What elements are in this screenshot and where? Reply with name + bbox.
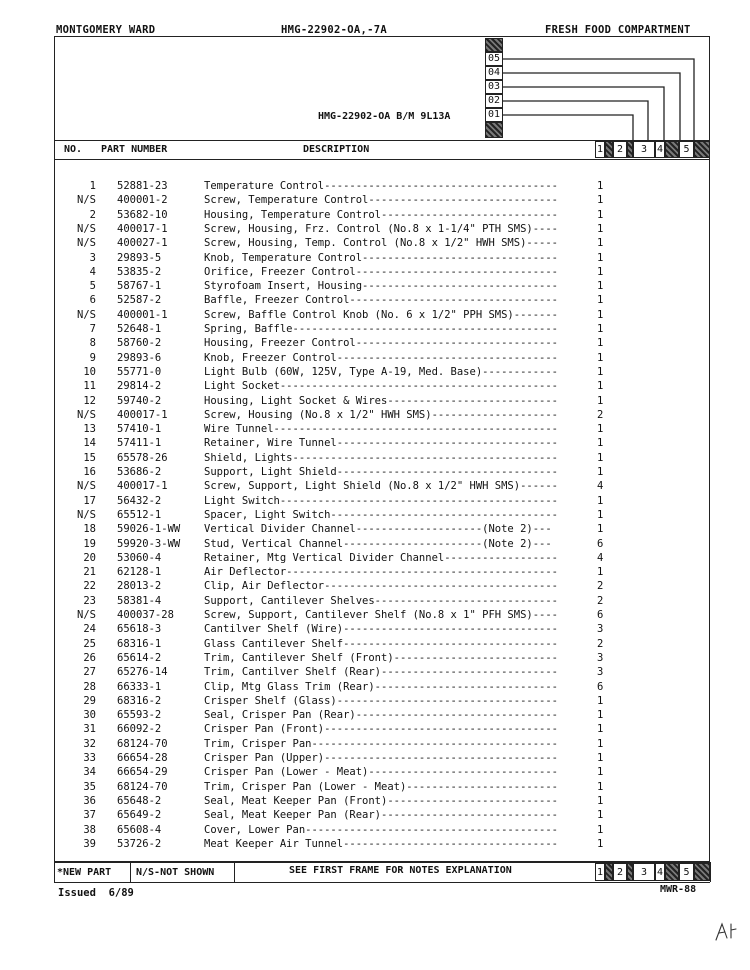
col-box-shade-3	[665, 141, 679, 158]
col-box-4: 4	[655, 141, 665, 158]
quantity: 1	[597, 251, 604, 264]
notes-explanation: SEE FIRST FRAME FOR NOTES EXPLANATION	[289, 865, 512, 876]
part-number: 66654-28	[117, 752, 168, 764]
item-number: 27	[83, 666, 96, 679]
quantity: 1	[597, 437, 604, 450]
quantity: 1	[597, 566, 604, 579]
part-description: Styrofoam Insert, Housing-------------------------------	[204, 280, 559, 293]
quantity: 1	[597, 294, 604, 307]
quantity: 4	[597, 480, 604, 493]
item-number: N/S	[77, 609, 96, 621]
part-description: Trim, Crisper Pan---------------------------------------	[204, 737, 559, 750]
table-row	[0, 780, 750, 794]
table-row	[0, 408, 750, 422]
quantity: 4	[597, 551, 604, 564]
item-number: 37	[83, 809, 96, 822]
table-row	[0, 594, 750, 608]
item-number: 26	[83, 651, 96, 664]
item-number: N/S	[77, 194, 96, 207]
foot-box-shade-1	[605, 863, 613, 881]
item-number: 8	[89, 337, 96, 350]
item-number: 18	[83, 523, 96, 536]
item-number: N/S	[77, 480, 96, 493]
item-number: 23	[83, 594, 96, 607]
quantity: 2	[597, 637, 604, 650]
stack-box-01: 01	[485, 108, 503, 122]
part-number: 62128-1	[117, 566, 162, 579]
table-row	[0, 336, 750, 350]
table-row	[0, 579, 750, 593]
table-row	[0, 551, 750, 565]
part-number: 58767-1	[117, 280, 162, 293]
item-number: 30	[83, 709, 96, 722]
part-description: Screw, Housing, Frz. Control (No.8 x 1-1/4" PTH SMS)----	[204, 222, 559, 235]
stack-box-03: 03	[485, 80, 503, 94]
quantity: 6	[597, 680, 604, 693]
part-description: Cantilver Shelf (Wire)----------------------------------	[204, 623, 559, 636]
part-number: 65618-3	[117, 623, 162, 636]
part-description: Screw, Temperature Control------------------------------	[204, 194, 559, 207]
table-row	[0, 236, 750, 250]
col-part-number: PART NUMBER	[101, 144, 168, 155]
part-description: Screw, Housing (No.8 x 1/2" HWH SMS)--------------------	[204, 408, 559, 421]
table-row	[0, 451, 750, 465]
part-number: 400001-2	[117, 194, 168, 207]
item-number: 10	[83, 365, 96, 378]
col-no: NO.	[64, 144, 83, 155]
part-description: Crisper Pan (Front)-------------------------------------	[204, 723, 559, 736]
item-number: 11	[83, 380, 96, 393]
footer-divider-bottom	[54, 882, 710, 883]
item-number: N/S	[77, 508, 96, 521]
model-label: HMG-22902-OA,-7A	[281, 24, 387, 36]
item-number: 31	[83, 723, 96, 736]
table-row	[0, 494, 750, 508]
quantity: 1	[597, 508, 604, 521]
quantity: 6	[597, 537, 604, 550]
part-number: 65276-14	[117, 666, 168, 679]
quantity: 2	[597, 580, 604, 593]
table-row	[0, 808, 750, 822]
part-description: Clip, Air Deflector-------------------------------------	[204, 580, 559, 593]
handwritten-mark	[712, 916, 742, 946]
col-box-shade-1	[605, 141, 613, 158]
part-description: Cover, Lower Pan----------------------------------------	[204, 823, 559, 836]
part-description: Glass Cantilever Shelf----------------------------------	[204, 637, 559, 650]
quantity: 1	[597, 351, 604, 364]
item-number: 25	[83, 637, 96, 650]
item-number: 20	[83, 551, 96, 564]
table-row	[0, 351, 750, 365]
table-row	[0, 637, 750, 651]
table-row	[0, 722, 750, 736]
quantity: 1	[597, 180, 604, 192]
item-number: N/S	[77, 408, 96, 421]
table-row	[0, 308, 750, 322]
foot-box-1: 1	[595, 863, 605, 881]
quantity: 3	[597, 623, 604, 636]
table-row	[0, 436, 750, 450]
part-number: 28013-2	[117, 580, 162, 593]
col-box-shade-4	[694, 141, 710, 158]
part-description: Crisper Shelf (Glass)-----------------------------------	[204, 694, 559, 707]
part-number: 52587-2	[117, 294, 162, 307]
item-number: 3	[89, 251, 96, 264]
part-description: Seal, Crisper Pan (Rear)--------------------------------	[204, 709, 559, 722]
quantity: 1	[597, 423, 604, 436]
part-description: Knob, Freezer Control-----------------------------------	[204, 351, 559, 364]
part-number: 65608-4	[117, 823, 162, 836]
part-description: Meat Keeper Air Tunnel----------------------------------	[204, 837, 559, 850]
item-number: 5	[89, 280, 96, 293]
table-row	[0, 608, 750, 622]
part-description: Light Socket--------------------------------------------	[204, 380, 559, 393]
part-description: Light Bulb (60W, 125V, Type A-19, Med. Base)------------	[204, 365, 559, 378]
quantity: 1	[597, 823, 604, 836]
foot-box-2: 2	[613, 863, 627, 881]
item-number: 12	[83, 394, 96, 407]
item-number: 7	[89, 323, 96, 335]
part-number: 400017-1	[117, 408, 168, 421]
part-description: Stud, Vertical Channel----------------------(Note 2)---	[204, 537, 552, 550]
part-description: Housing, Light Socket & Wires---------------------------	[204, 394, 559, 407]
quantity: 1	[597, 709, 604, 722]
quantity: 1	[597, 809, 604, 822]
not-shown-legend: N/S-NOT SHOWN	[136, 867, 215, 878]
part-description: Screw, Support, Cantilever Shelf (No.8 x 1" PFH SMS)----	[204, 609, 559, 621]
part-description: Temperature Control-------------------------------------	[204, 180, 559, 192]
quantity: 1	[597, 752, 604, 764]
item-number: 34	[83, 766, 96, 779]
part-number: 65578-26	[117, 451, 168, 464]
quantity: 1	[597, 780, 604, 793]
brand-label: MONTGOMERY WARD	[56, 24, 156, 36]
item-number: 13	[83, 423, 96, 436]
table-row	[0, 751, 750, 765]
part-description: Seal, Meat Keeper Pan (Rear)----------------------------	[204, 809, 559, 822]
quantity: 1	[597, 280, 604, 293]
quantity: 1	[597, 723, 604, 736]
item-number: 33	[83, 752, 96, 764]
table-row	[0, 251, 750, 265]
part-number: 66333-1	[117, 680, 162, 693]
item-number: 36	[83, 794, 96, 807]
item-number: N/S	[77, 222, 96, 235]
quantity: 1	[597, 323, 604, 335]
part-description: Air Deflector-------------------------------------------	[204, 566, 559, 579]
part-number: 68316-2	[117, 694, 162, 707]
table-row	[0, 193, 750, 207]
part-number: 400001-1	[117, 308, 168, 321]
part-number: 57411-1	[117, 437, 162, 450]
quantity: 1	[597, 466, 604, 478]
table-row	[0, 708, 750, 722]
part-number: 65649-2	[117, 809, 162, 822]
table-row	[0, 322, 750, 336]
part-number: 29893-6	[117, 351, 162, 364]
quantity: 1	[597, 837, 604, 850]
part-number: 52648-1	[117, 323, 162, 335]
part-description: Screw, Housing, Temp. Control (No.8 x 1/2" HWH SMS)-----	[204, 237, 559, 250]
part-number: 53835-2	[117, 265, 162, 278]
part-number: 400037-28	[117, 609, 174, 621]
part-number: 65593-2	[117, 709, 162, 722]
item-number: 28	[83, 680, 96, 693]
quantity: 1	[597, 451, 604, 464]
table-row	[0, 179, 750, 193]
col-description: DESCRIPTION	[303, 144, 370, 155]
part-description: Baffle, Freezer Control---------------------------------	[204, 294, 559, 307]
part-description: Shield, Lights------------------------------------------	[204, 451, 559, 464]
quantity: 3	[597, 651, 604, 664]
part-number: 56432-2	[117, 494, 162, 507]
part-number: 400017-1	[117, 480, 168, 493]
quantity: 1	[597, 365, 604, 378]
col-box-3: 3	[633, 141, 655, 158]
table-row	[0, 394, 750, 408]
footer-left-edge	[54, 862, 55, 882]
part-description: Retainer, Mtg Vertical Divider Channel------------------	[204, 551, 559, 564]
part-number: 57410-1	[117, 423, 162, 436]
col-box-2: 2	[613, 141, 627, 158]
table-row	[0, 522, 750, 536]
part-description: Support, Light Shield-----------------------------------	[204, 466, 559, 478]
table-row	[0, 765, 750, 779]
item-number: 32	[83, 737, 96, 750]
page-code: MWR-88	[660, 884, 697, 895]
new-part-legend: *NEW PART	[57, 867, 112, 878]
leader-lines	[0, 0, 750, 160]
quantity: 1	[597, 337, 604, 350]
part-description: Light Switch--------------------------------------------	[204, 494, 559, 507]
part-number: 29893-5	[117, 251, 162, 264]
footer-sep-2	[234, 862, 235, 882]
foot-box-shade-3	[665, 863, 679, 881]
part-description: Screw, Support, Light Shield (No.8 x 1/2" HWH SMS)------	[204, 480, 559, 493]
issued-date: Issued 6/89	[58, 887, 134, 899]
part-number: 59740-2	[117, 394, 162, 407]
quantity: 1	[597, 308, 604, 321]
part-description: Trim, Cantilver Shelf (Rear)----------------------------	[204, 666, 559, 679]
item-number: 21	[83, 566, 96, 579]
quantity: 1	[597, 766, 604, 779]
quantity: 1	[597, 194, 604, 207]
part-number: 66092-2	[117, 723, 162, 736]
table-row	[0, 293, 750, 307]
part-number: 65614-2	[117, 651, 162, 664]
quantity: 2	[597, 408, 604, 421]
item-number: N/S	[77, 237, 96, 250]
part-number: 400017-1	[117, 222, 168, 235]
item-number: 38	[83, 823, 96, 836]
part-number: 52881-23	[117, 180, 168, 192]
part-description: Wire Tunnel---------------------------------------------	[204, 423, 559, 436]
section-label: FRESH FOOD COMPARTMENT	[545, 24, 691, 36]
part-number: 400027-1	[117, 237, 168, 250]
part-description: Trim, Crisper Pan (Lower - Meat)------------------------	[204, 780, 559, 793]
part-description: Support, Cantilever Shelves-----------------------------	[204, 594, 559, 607]
item-number: 1	[89, 180, 96, 192]
stack-box-05: 05	[485, 52, 503, 66]
part-number: 59920-3-WW	[117, 537, 181, 550]
table-row	[0, 665, 750, 679]
item-number: 24	[83, 623, 96, 636]
part-number: 68124-70	[117, 780, 168, 793]
part-number: 68316-1	[117, 637, 162, 650]
table-row	[0, 737, 750, 751]
item-number: 9	[89, 351, 96, 364]
part-number: 58381-4	[117, 594, 162, 607]
foot-box-3: 3	[633, 863, 655, 881]
table-row	[0, 680, 750, 694]
quantity: 1	[597, 494, 604, 507]
col-box-1: 1	[595, 141, 605, 158]
quantity: 1	[597, 265, 604, 278]
quantity: 1	[597, 694, 604, 707]
part-number: 65648-2	[117, 794, 162, 807]
col-box-5: 5	[679, 141, 694, 158]
part-description: Housing, Temperature Control----------------------------	[204, 208, 559, 221]
item-number: 22	[83, 580, 96, 593]
item-number: 39	[83, 837, 96, 850]
quantity: 2	[597, 594, 604, 607]
item-number: 17	[83, 494, 96, 507]
part-description: Trim, Cantilever Shelf (Front)--------------------------	[204, 651, 559, 664]
part-description: Crisper Pan (Lower - Meat)------------------------------	[204, 766, 559, 779]
foot-box-4: 4	[655, 863, 665, 881]
part-description: Screw, Baffle Control Knob (No. 6 x 1/2" PPH SMS)-------	[204, 308, 559, 321]
quantity: 1	[597, 794, 604, 807]
item-number: 29	[83, 694, 96, 707]
bm-label: HMG-22902-OA B/M 9L13A	[318, 111, 451, 122]
foot-box-5: 5	[679, 863, 694, 881]
part-number: 53060-4	[117, 551, 162, 564]
table-row	[0, 465, 750, 479]
table-row	[0, 823, 750, 837]
table-row	[0, 279, 750, 293]
item-number: 19	[83, 537, 96, 550]
table-row	[0, 365, 750, 379]
quantity: 1	[597, 380, 604, 393]
quantity: 1	[597, 222, 604, 235]
table-row	[0, 265, 750, 279]
part-number: 53726-2	[117, 837, 162, 850]
table-row	[0, 379, 750, 393]
item-number: 16	[83, 466, 96, 478]
quantity: 1	[597, 394, 604, 407]
part-number: 53682-10	[117, 208, 168, 221]
part-description: Clip, Mtg Glass Trim (Rear)-----------------------------	[204, 680, 559, 693]
part-description: Housing, Freezer Control--------------------------------	[204, 337, 559, 350]
table-row	[0, 537, 750, 551]
part-description: Retainer, Wire Tunnel-----------------------------------	[204, 437, 559, 450]
quantity: 3	[597, 666, 604, 679]
item-number: N/S	[77, 308, 96, 321]
part-description: Vertical Divider Channel--------------------(Note 2)---	[204, 523, 552, 536]
quantity: 1	[597, 523, 604, 536]
quantity: 6	[597, 609, 604, 621]
part-description: Orifice, Freezer Control--------------------------------	[204, 265, 559, 278]
item-number: 2	[89, 208, 96, 221]
footer-sep-1	[130, 862, 131, 882]
part-number: 66654-29	[117, 766, 168, 779]
part-description: Crisper Pan (Upper)-------------------------------------	[204, 752, 559, 764]
table-row	[0, 622, 750, 636]
footer-right-edge	[710, 862, 711, 882]
table-row	[0, 651, 750, 665]
part-number: 53686-2	[117, 466, 162, 478]
part-number: 59026-1-WW	[117, 523, 181, 536]
foot-box-shade-4	[694, 863, 710, 881]
part-number: 55771-0	[117, 365, 162, 378]
part-description: Seal, Meat Keeper Pan (Front)---------------------------	[204, 794, 559, 807]
table-row	[0, 422, 750, 436]
quantity: 1	[597, 737, 604, 750]
item-number: 4	[89, 265, 96, 278]
part-number: 68124-70	[117, 737, 168, 750]
table-row	[0, 222, 750, 236]
stack-box-02: 02	[485, 94, 503, 108]
item-number: 6	[89, 294, 96, 307]
item-number: 15	[83, 451, 96, 464]
table-row	[0, 208, 750, 222]
table-row	[0, 508, 750, 522]
item-number: 35	[83, 780, 96, 793]
part-number: 29814-2	[117, 380, 162, 393]
part-number: 65512-1	[117, 508, 162, 521]
part-description: Spacer, Light Switch------------------------------------	[204, 508, 559, 521]
quantity: 1	[597, 237, 604, 250]
item-number: 14	[83, 437, 96, 450]
quantity: 1	[597, 208, 604, 221]
table-row	[0, 565, 750, 579]
table-row	[0, 479, 750, 493]
stack-box-04: 04	[485, 66, 503, 80]
table-row	[0, 694, 750, 708]
table-row	[0, 837, 750, 851]
part-description: Spring, Baffle------------------------------------------	[204, 323, 559, 335]
part-description: Knob, Temperature Control-------------------------------	[204, 251, 559, 264]
part-number: 58760-2	[117, 337, 162, 350]
table-row	[0, 794, 750, 808]
